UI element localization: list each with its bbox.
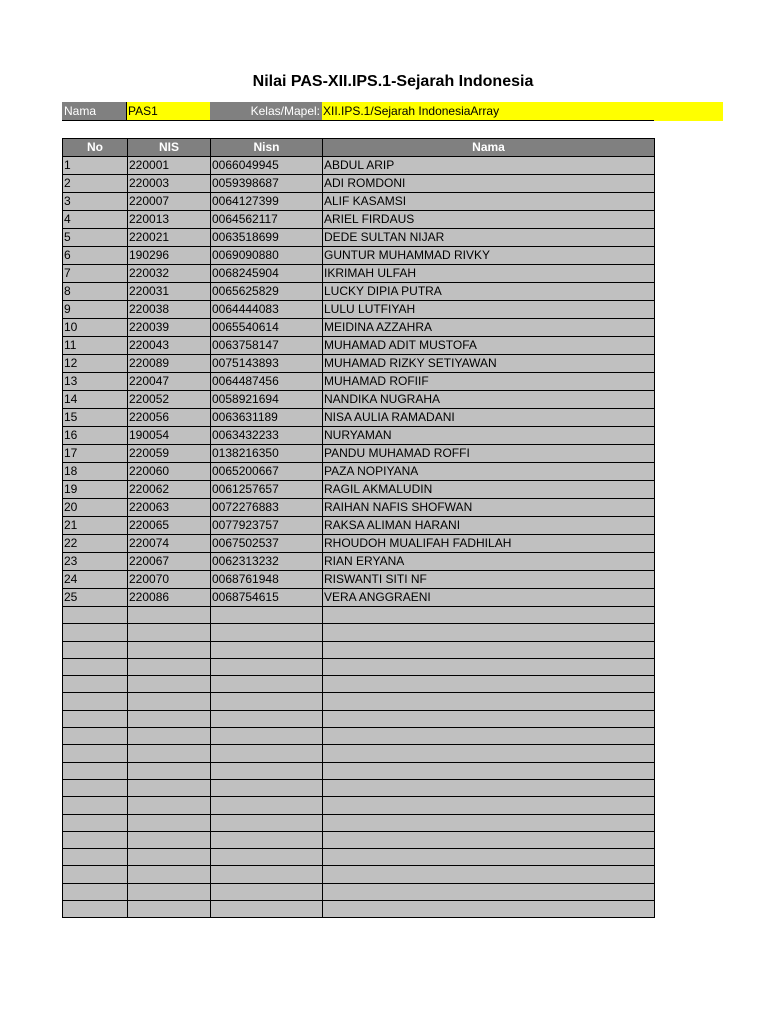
nama-label: Nama	[62, 102, 126, 121]
cell-nama[interactable]: GUNTUR MUHAMMAD RIVKY	[323, 247, 655, 265]
cell-nama[interactable]: PAZA NOPIYANA	[323, 463, 655, 481]
cell-no[interactable]: 22	[63, 535, 128, 553]
nama-value-cell[interactable]: PAS1	[126, 102, 210, 121]
cell-no-empty[interactable]	[63, 797, 128, 814]
table-row	[63, 355, 655, 373]
cell-no[interactable]: 4	[63, 211, 128, 229]
table-row	[63, 193, 655, 211]
empty-table-row	[63, 658, 655, 675]
cell-no[interactable]: 6	[63, 247, 128, 265]
cell-nis-empty[interactable]	[128, 745, 211, 762]
cell-no-empty[interactable]	[63, 658, 128, 675]
cell-nisn-empty[interactable]	[211, 779, 323, 796]
cell-nama[interactable]: LUCKY DIPIA PUTRA	[323, 283, 655, 301]
cell-no-empty[interactable]	[63, 901, 128, 918]
cell-nisn[interactable]: 0058921694	[211, 391, 323, 409]
cell-nis[interactable]: 220001	[128, 157, 211, 175]
cell-nama-empty[interactable]	[323, 607, 655, 624]
cell-nama-empty[interactable]	[323, 624, 655, 641]
cell-nisn[interactable]: 0065200667	[211, 463, 323, 481]
table-row	[63, 157, 655, 175]
cell-nisn[interactable]: 0063631189	[211, 409, 323, 427]
cell-nama-empty[interactable]	[323, 710, 655, 727]
cell-nis-empty[interactable]	[128, 710, 211, 727]
cell-nama-empty[interactable]	[323, 745, 655, 762]
cell-no-empty[interactable]	[63, 883, 128, 900]
cell-nis-empty[interactable]	[128, 762, 211, 779]
cell-nisn[interactable]: 0066049945	[211, 157, 323, 175]
cell-no[interactable]: 1	[63, 157, 128, 175]
table-row	[63, 247, 655, 265]
cell-nis[interactable]: 220039	[128, 319, 211, 337]
cell-nis[interactable]: 220086	[128, 589, 211, 607]
cell-nis[interactable]: 220031	[128, 283, 211, 301]
table-row	[63, 463, 655, 481]
cell-nis[interactable]: 220074	[128, 535, 211, 553]
cell-nama[interactable]: ALIF KASAMSI	[323, 193, 655, 211]
cell-no-empty[interactable]	[63, 831, 128, 848]
cell-nis[interactable]: 220059	[128, 445, 211, 463]
empty-table-row	[63, 849, 655, 866]
cell-no[interactable]: 25	[63, 589, 128, 607]
cell-nama[interactable]: RISWANTI SITI NF	[323, 571, 655, 589]
table-row	[63, 229, 655, 247]
empty-table-row	[63, 641, 655, 658]
cell-no-empty[interactable]	[63, 849, 128, 866]
cell-nis-empty[interactable]	[128, 797, 211, 814]
cell-nama[interactable]: NURYAMAN	[323, 427, 655, 445]
cell-nama-empty[interactable]	[323, 779, 655, 796]
cell-nama[interactable]: MUHAMAD ADIT MUSTOFA	[323, 337, 655, 355]
cell-nama[interactable]: RAIHAN NAFIS SHOFWAN	[323, 499, 655, 517]
cell-nisn-empty[interactable]	[211, 762, 323, 779]
cell-nama[interactable]: PANDU MUHAMAD ROFFI	[323, 445, 655, 463]
cell-no[interactable]: 16	[63, 427, 128, 445]
table-row	[63, 571, 655, 589]
table-row	[63, 427, 655, 445]
cell-nis[interactable]: 220038	[128, 301, 211, 319]
cell-nama-empty[interactable]	[323, 849, 655, 866]
cell-no[interactable]: 23	[63, 553, 128, 571]
cell-nis[interactable]: 220060	[128, 463, 211, 481]
cell-nisn[interactable]: 0065540614	[211, 319, 323, 337]
cell-nis[interactable]: 220067	[128, 553, 211, 571]
table-row	[63, 391, 655, 409]
cell-nama[interactable]: VERA ANGGRAENI	[323, 589, 655, 607]
cell-nisn-empty[interactable]	[211, 607, 323, 624]
cell-nama[interactable]: MUHAMAD ROFIIF	[323, 373, 655, 391]
cell-nisn-empty[interactable]	[211, 658, 323, 675]
cell-nis[interactable]: 190296	[128, 247, 211, 265]
cell-nisn[interactable]: 0068754615	[211, 589, 323, 607]
table-row	[63, 409, 655, 427]
cell-nama[interactable]: RAGIL AKMALUDIN	[323, 481, 655, 499]
cell-no-empty[interactable]	[63, 607, 128, 624]
column-header-nama: Nama	[323, 139, 655, 157]
cell-nama-empty[interactable]	[323, 762, 655, 779]
cell-no-empty[interactable]	[63, 745, 128, 762]
cell-no-empty[interactable]	[63, 710, 128, 727]
cell-nis[interactable]: 220047	[128, 373, 211, 391]
cell-nis[interactable]: 220052	[128, 391, 211, 409]
cell-nama-empty[interactable]	[323, 641, 655, 658]
table-header-row	[63, 139, 655, 157]
table-row	[63, 481, 655, 499]
cell-nisn-empty[interactable]	[211, 814, 323, 831]
cell-nisn[interactable]: 0067502537	[211, 535, 323, 553]
cell-nis[interactable]: 190054	[128, 427, 211, 445]
table-row	[63, 175, 655, 193]
cell-nisn[interactable]: 0069090880	[211, 247, 323, 265]
cell-no[interactable]: 15	[63, 409, 128, 427]
cell-nis-empty[interactable]	[128, 658, 211, 675]
cell-nisn[interactable]: 0062313232	[211, 553, 323, 571]
table-row	[63, 319, 655, 337]
page-title: Nilai PAS-XII.IPS.1-Sejarah Indonesia	[252, 73, 534, 90]
student-table	[62, 138, 655, 918]
cell-nama-empty[interactable]	[323, 693, 655, 710]
cell-no-empty[interactable]	[63, 779, 128, 796]
cell-nama[interactable]: NANDIKA NUGRAHA	[323, 391, 655, 409]
cell-nama-empty[interactable]	[323, 728, 655, 745]
table-row	[63, 337, 655, 355]
student-info-header	[62, 102, 723, 121]
cell-nis-empty[interactable]	[128, 831, 211, 848]
cell-no[interactable]: 13	[63, 373, 128, 391]
cell-no[interactable]: 17	[63, 445, 128, 463]
empty-table-row	[63, 762, 655, 779]
cell-nisn-empty[interactable]	[211, 676, 323, 693]
empty-table-row	[63, 866, 655, 883]
cell-nisn[interactable]: 0063432233	[211, 427, 323, 445]
cell-nisn[interactable]: 0075143893	[211, 355, 323, 373]
table-row	[63, 553, 655, 571]
table-row	[63, 283, 655, 301]
table-row	[63, 589, 655, 607]
empty-table-row	[63, 797, 655, 814]
table-row	[63, 373, 655, 391]
empty-table-row	[63, 779, 655, 796]
empty-table-row	[63, 607, 655, 624]
cell-no[interactable]: 5	[63, 229, 128, 247]
cell-nisn[interactable]: 0072276883	[211, 499, 323, 517]
cell-no-empty[interactable]	[63, 641, 128, 658]
column-header-nisn: Nisn	[211, 139, 323, 157]
cell-no-empty[interactable]	[63, 728, 128, 745]
cell-nisn[interactable]: 0068761948	[211, 571, 323, 589]
cell-nis[interactable]: 220021	[128, 229, 211, 247]
cell-nama[interactable]: IKRIMAH ULFAH	[323, 265, 655, 283]
cell-nis-empty[interactable]	[128, 607, 211, 624]
cell-nama[interactable]: ABDUL ARIP	[323, 157, 655, 175]
cell-nama-empty[interactable]	[323, 676, 655, 693]
cell-nisn-empty[interactable]	[211, 866, 323, 883]
cell-no[interactable]: 12	[63, 355, 128, 373]
table-row	[63, 445, 655, 463]
empty-table-row	[63, 814, 655, 831]
cell-nis[interactable]: 220089	[128, 355, 211, 373]
cell-nisn-empty[interactable]	[211, 693, 323, 710]
empty-table-row	[63, 676, 655, 693]
cell-nisn-empty[interactable]	[211, 641, 323, 658]
cell-nama[interactable]: ARIEL FIRDAUS	[323, 211, 655, 229]
cell-nis[interactable]: 220063	[128, 499, 211, 517]
cell-nis-empty[interactable]	[128, 624, 211, 641]
cell-no[interactable]: 3	[63, 193, 128, 211]
cell-nisn-empty[interactable]	[211, 901, 323, 918]
column-header-nis: NIS	[128, 139, 211, 157]
cell-no[interactable]: 11	[63, 337, 128, 355]
table-row	[63, 499, 655, 517]
table-row	[63, 301, 655, 319]
empty-table-row	[63, 831, 655, 848]
table-row	[63, 265, 655, 283]
empty-table-row	[63, 901, 655, 918]
cell-nisn[interactable]: 0064562117	[211, 211, 323, 229]
kelas-mapel-value-cell[interactable]: XII.IPS.1/Sejarah IndonesiaArray	[322, 102, 654, 121]
cell-no[interactable]: 20	[63, 499, 128, 517]
kelas-mapel-label: Kelas/Mapel:	[210, 102, 322, 121]
cell-no[interactable]: 19	[63, 481, 128, 499]
cell-nis[interactable]: 220013	[128, 211, 211, 229]
cell-nisn[interactable]: 0065625829	[211, 283, 323, 301]
cell-no[interactable]: 21	[63, 517, 128, 535]
cell-nis[interactable]: 220070	[128, 571, 211, 589]
cell-nisn[interactable]: 0064127399	[211, 193, 323, 211]
cell-nisn-empty[interactable]	[211, 831, 323, 848]
cell-nis-empty[interactable]	[128, 901, 211, 918]
cell-nis-empty[interactable]	[128, 849, 211, 866]
cell-nama[interactable]: MEIDINA AZZAHRA	[323, 319, 655, 337]
cell-nis[interactable]: 220003	[128, 175, 211, 193]
cell-nama-empty[interactable]	[323, 797, 655, 814]
cell-nisn-empty[interactable]	[211, 728, 323, 745]
cell-nisn-empty[interactable]	[211, 883, 323, 900]
cell-no[interactable]: 8	[63, 283, 128, 301]
cell-nama[interactable]: MUHAMAD RIZKY SETIYAWAN	[323, 355, 655, 373]
cell-no-empty[interactable]	[63, 693, 128, 710]
cell-nisn[interactable]: 0063758147	[211, 337, 323, 355]
cell-nama[interactable]: NISA AULIA RAMADANI	[323, 409, 655, 427]
cell-nisn[interactable]: 0061257657	[211, 481, 323, 499]
cell-no[interactable]: 9	[63, 301, 128, 319]
cell-nisn-empty[interactable]	[211, 710, 323, 727]
empty-table-row	[63, 624, 655, 641]
cell-no-empty[interactable]	[63, 866, 128, 883]
cell-no[interactable]: 10	[63, 319, 128, 337]
cell-nis-empty[interactable]	[128, 866, 211, 883]
cell-nis[interactable]: 220056	[128, 409, 211, 427]
cell-nama[interactable]: ADI ROMDONI	[323, 175, 655, 193]
cell-nis[interactable]: 220043	[128, 337, 211, 355]
cell-nama-empty[interactable]	[323, 814, 655, 831]
cell-nama-empty[interactable]	[323, 901, 655, 918]
cell-nama-empty[interactable]	[323, 866, 655, 883]
cell-no[interactable]: 2	[63, 175, 128, 193]
table-row	[63, 211, 655, 229]
empty-table-row	[63, 693, 655, 710]
cell-no[interactable]: 18	[63, 463, 128, 481]
cell-nis-empty[interactable]	[128, 779, 211, 796]
cell-nisn[interactable]: 0059398687	[211, 175, 323, 193]
empty-table-row	[63, 710, 655, 727]
cell-nis[interactable]: 220007	[128, 193, 211, 211]
cell-nama[interactable]: RHOUDOH MUALIFAH FADHILAH	[323, 535, 655, 553]
cell-no-empty[interactable]	[63, 676, 128, 693]
cell-nisn[interactable]: 0068245904	[211, 265, 323, 283]
cell-no[interactable]: 24	[63, 571, 128, 589]
column-header-no: No	[63, 139, 128, 157]
cell-no-empty[interactable]	[63, 624, 128, 641]
cell-nis-empty[interactable]	[128, 728, 211, 745]
cell-no[interactable]: 7	[63, 265, 128, 283]
cell-nisn-empty[interactable]	[211, 849, 323, 866]
cell-nis[interactable]: 220065	[128, 517, 211, 535]
cell-nama[interactable]: DEDE SULTAN NIJAR	[323, 229, 655, 247]
cell-nisn[interactable]: 0064444083	[211, 301, 323, 319]
table-row	[63, 535, 655, 553]
cell-nama[interactable]: RIAN ERYANA	[323, 553, 655, 571]
cell-nama[interactable]: RAKSA ALIMAN HARANI	[323, 517, 655, 535]
cell-nis[interactable]: 220032	[128, 265, 211, 283]
cell-nisn-empty[interactable]	[211, 797, 323, 814]
cell-nisn-empty[interactable]	[211, 745, 323, 762]
cell-nama-empty[interactable]	[323, 883, 655, 900]
cell-nisn-empty[interactable]	[211, 624, 323, 641]
cell-nisn[interactable]: 0064487456	[211, 373, 323, 391]
cell-nis[interactable]: 220062	[128, 481, 211, 499]
cell-nama-empty[interactable]	[323, 658, 655, 675]
cell-nis-empty[interactable]	[128, 693, 211, 710]
empty-table-row	[63, 883, 655, 900]
cell-no-empty[interactable]	[63, 762, 128, 779]
cell-nis-empty[interactable]	[128, 676, 211, 693]
cell-nisn[interactable]: 0077923757	[211, 517, 323, 535]
empty-table-row	[63, 728, 655, 745]
table-body	[63, 157, 655, 918]
empty-table-row	[63, 745, 655, 762]
cell-no[interactable]: 14	[63, 391, 128, 409]
table-row	[63, 517, 655, 535]
kelas-mapel-fill	[654, 102, 723, 121]
cell-nisn[interactable]: 0138216350	[211, 445, 323, 463]
cell-nis-empty[interactable]	[128, 814, 211, 831]
cell-nis-empty[interactable]	[128, 883, 211, 900]
cell-no-empty[interactable]	[63, 814, 128, 831]
cell-nis-empty[interactable]	[128, 641, 211, 658]
cell-nama[interactable]: LULU LUTFIYAH	[323, 301, 655, 319]
cell-nama-empty[interactable]	[323, 831, 655, 848]
cell-nisn[interactable]: 0063518699	[211, 229, 323, 247]
